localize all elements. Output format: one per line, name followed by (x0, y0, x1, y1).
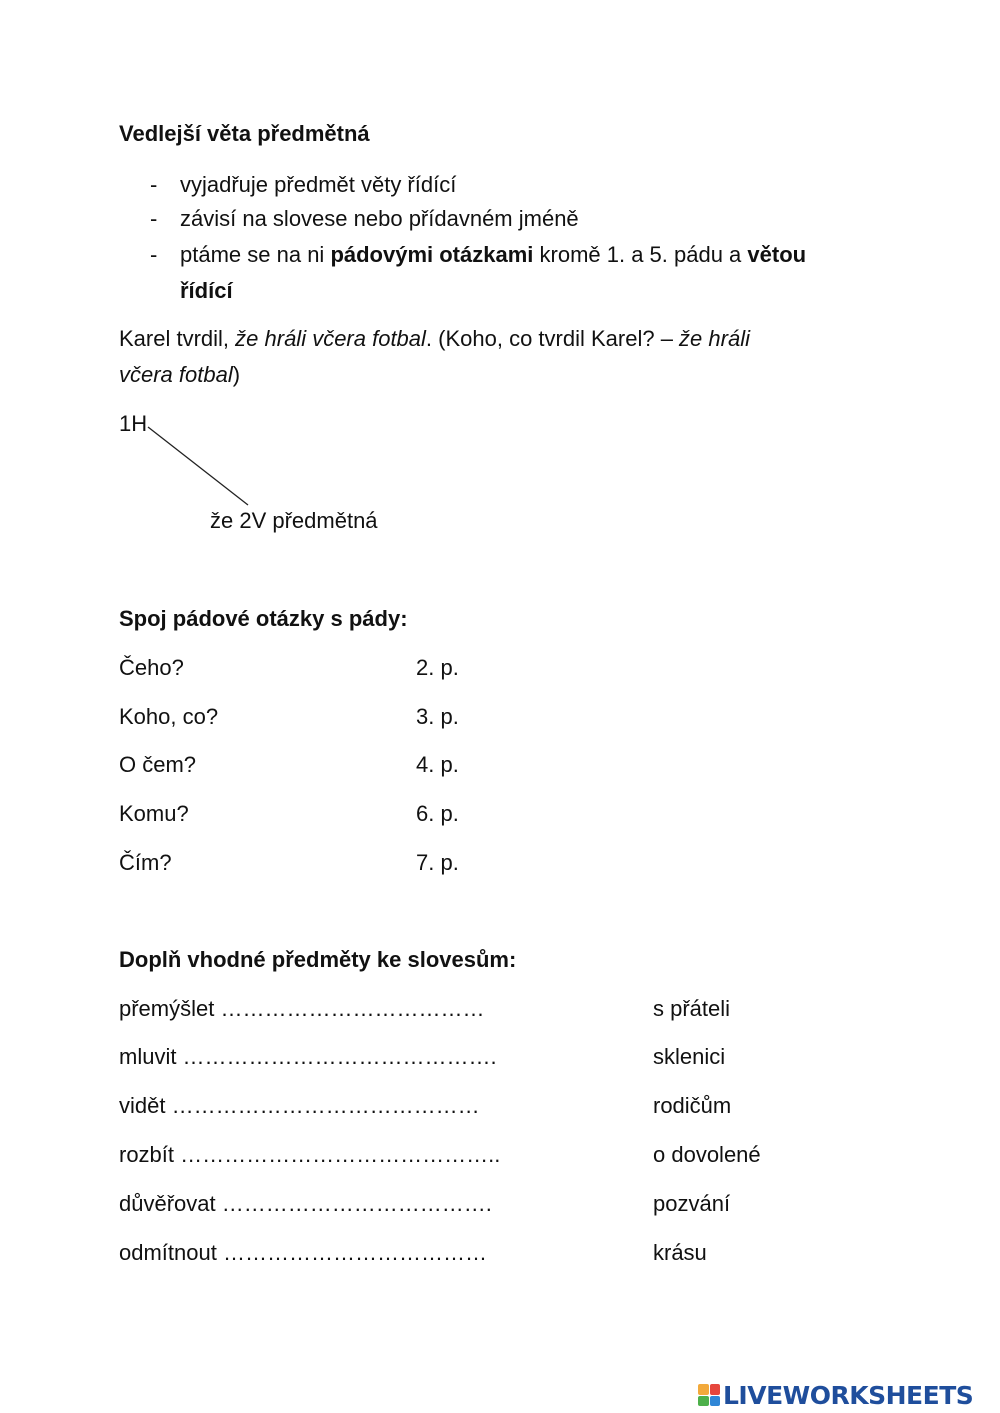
case-number[interactable]: 3. p. (416, 704, 459, 729)
section-title-predmetna: Vedlejší věta předmětná (119, 121, 370, 146)
verb-blank-row[interactable]: rozbít …………………………………….. (119, 1142, 501, 1167)
sub-clause-label: že 2V předmětná (210, 508, 378, 533)
object-option[interactable]: o dovolené (653, 1142, 761, 1167)
bullet-dash: - (150, 206, 158, 231)
bullet-item: vyjadřuje předmět věty řídící (180, 172, 457, 197)
case-question[interactable]: Čím? (119, 850, 172, 875)
case-number[interactable]: 6. p. (416, 801, 459, 826)
bullet-text: kromě 1. a 5. pádu a (533, 242, 748, 267)
section-title-spoj: Spoj pádové otázky s pády: (119, 606, 408, 631)
object-option[interactable]: rodičům (653, 1093, 732, 1118)
logo-square (710, 1384, 721, 1395)
bullet-dash: - (150, 172, 158, 197)
example-text: . (Koho, co tvrdil Karel? – (425, 326, 680, 351)
bullet-dash: - (150, 242, 158, 267)
object-option[interactable]: pozvání (653, 1191, 731, 1216)
example-sentence-line1 (119, 326, 750, 352)
example-sentence-line2 (119, 362, 240, 388)
logo-square (698, 1396, 709, 1407)
liveworksheets-logo (698, 1378, 973, 1412)
clause-connector-line (148, 427, 248, 505)
verb-blank-row[interactable]: vidět …………………………………… (119, 1093, 480, 1118)
example-italic: že hráli (679, 326, 750, 351)
verb-blank-row[interactable]: mluvit ……………………………………. (119, 1044, 497, 1069)
bullet-item (180, 242, 806, 268)
main-clause-label: 1H (119, 411, 148, 436)
liveworksheets-logo-icon (698, 1384, 720, 1406)
case-question[interactable]: O čem? (119, 752, 197, 777)
section-title-dopln: Doplň vhodné předměty ke slovesům: (119, 947, 517, 972)
object-option[interactable]: s přáteli (653, 996, 731, 1021)
case-number[interactable]: 7. p. (416, 850, 459, 875)
example-text: ) (232, 362, 241, 387)
bullet-bold-text: pádovými otázkami (330, 242, 534, 267)
verb-blank-row[interactable]: odmítnout ……………………………… (119, 1240, 487, 1265)
case-number[interactable]: 4. p. (416, 752, 459, 777)
bullet-bold-text: větou (747, 242, 807, 267)
object-option[interactable]: krásu (653, 1240, 707, 1265)
example-italic: že hráli včera fotbal (235, 326, 426, 351)
verb-blank-row[interactable]: důvěřovat ………………………………. (119, 1191, 492, 1216)
bullet-bold-continuation: řídící (180, 278, 233, 303)
object-option[interactable]: sklenici (653, 1044, 726, 1069)
logo-square (710, 1396, 721, 1407)
example-text: Karel tvrdil, (119, 326, 236, 351)
example-italic: včera fotbal (119, 362, 233, 387)
logo-square (698, 1384, 709, 1395)
case-question[interactable]: Komu? (119, 801, 189, 826)
case-number[interactable]: 2. p. (416, 655, 459, 680)
case-question[interactable]: Koho, co? (119, 704, 219, 729)
bullet-text: ptáme se na ni (180, 242, 331, 267)
bullet-item: závisí na slovese nebo přídavném jméně (180, 206, 579, 231)
verb-blank-row[interactable]: přemýšlet ……………………………… (119, 996, 485, 1021)
case-question[interactable]: Čeho? (119, 655, 184, 680)
logo-wordmark: LIVEWORKSHEETS (723, 1380, 974, 1410)
